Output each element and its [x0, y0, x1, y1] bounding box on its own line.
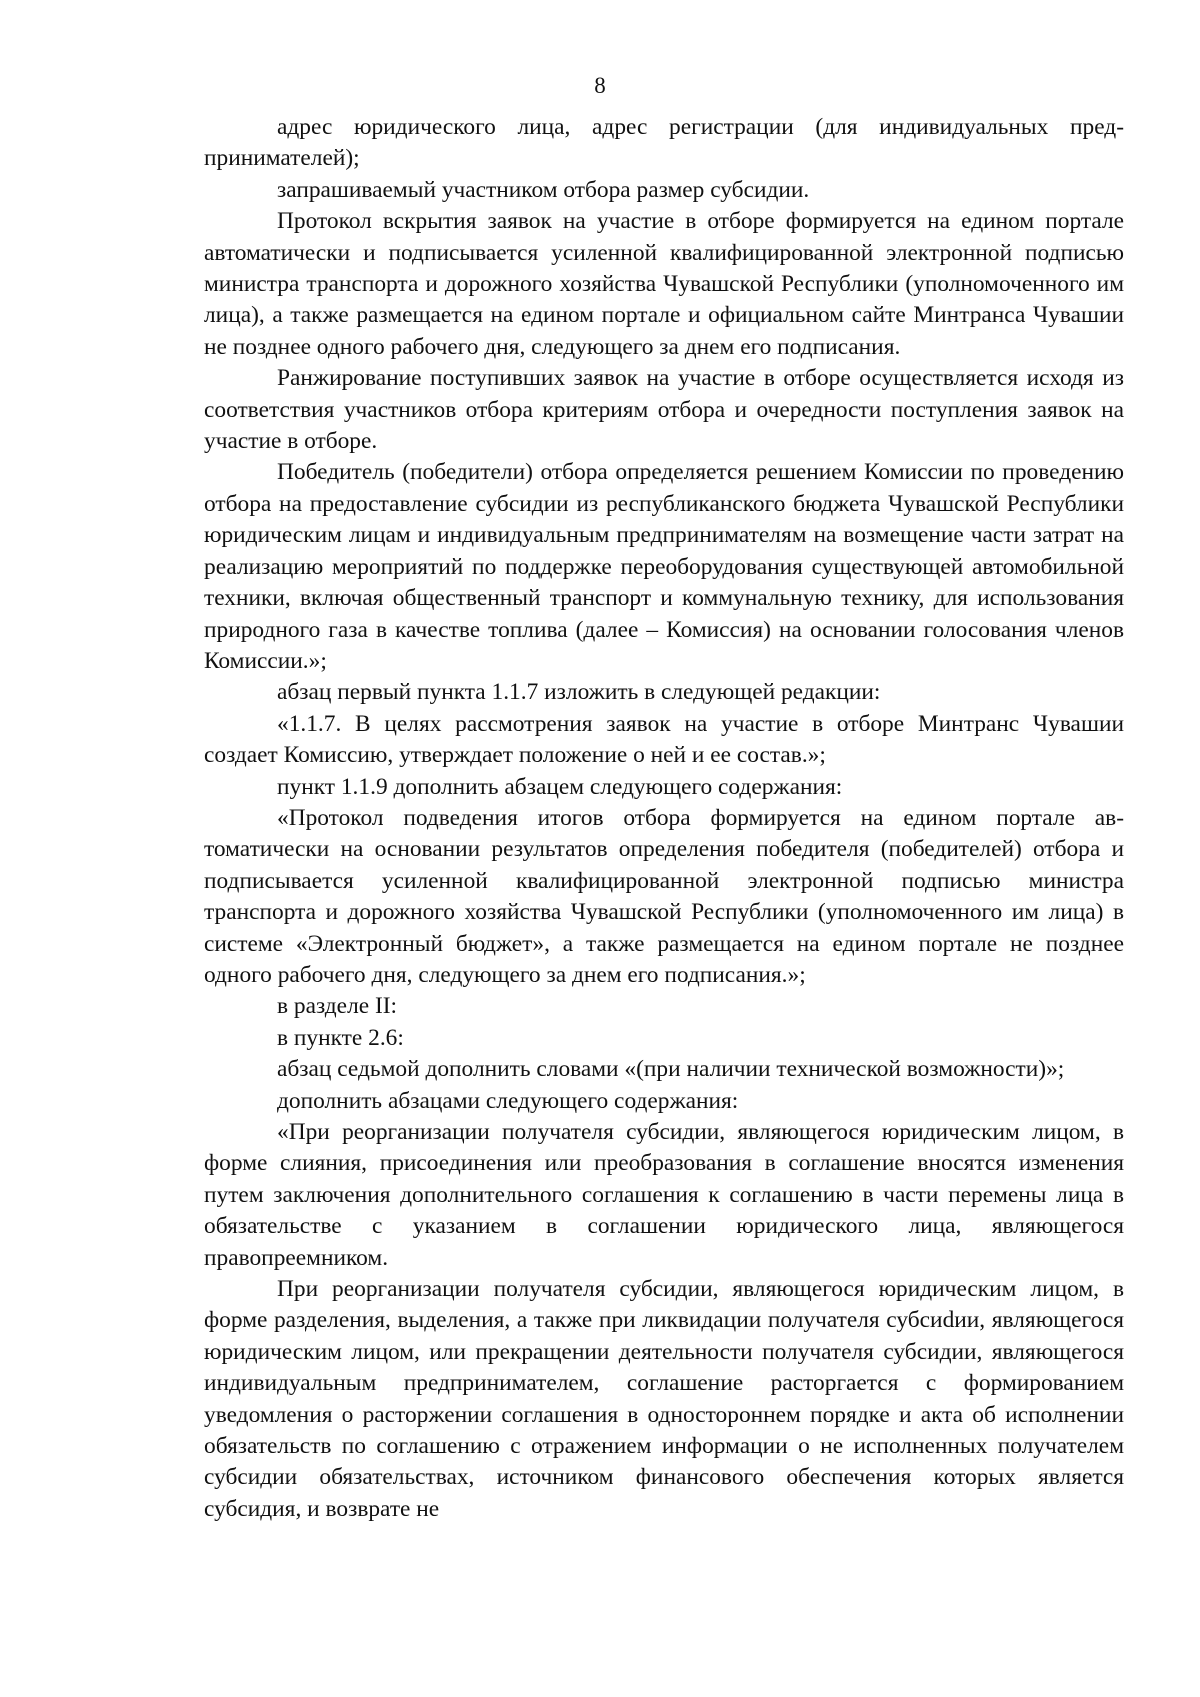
page-number: 8 [594, 73, 606, 98]
paragraph-reorganization-division: При реорганизации получателя субсидии, являющегося юридическим лицом, в форме разделения, выделения, а также при ликвидации получателя субсиdии, являющегося юридическим лицом, или прекращении деятельности получателя субсидии, являющегося индивидуальным предпринимателем, соглашение расторгается с формированием уведомления о расторжении соглашения в одностороннем порядке и акта об исполнении обязательств по соглашению с отражением информации о не исполненных получателем субсидии обязательствах, источником финансового обеспечения которых является субсидия, и возврате не [204, 1276, 1124, 1522]
paragraph-seventh-addition: абзац седьмой дополнить словами «(при наличии технической возможности)»; [277, 1056, 1065, 1083]
paragraph-item-1-1-7-intro: абзац первый пункта 1.1.7 изложить в следующей редакции: [277, 679, 881, 706]
paragraph-reorganization-merger: «При реорганизации получателя субсидии, являющегося юридическим лицом, в форме слияния, присоединения или преобразования в соглашение вносятся изменения путем заключения дополнительного соглашения к соглашению в части перемены лица в обязательстве с указанием в соглашении юридического лица, являющегося правопреемником. [204, 1119, 1124, 1271]
document-body [204, 112, 1124, 1525]
paragraph-requested-subsidy: запрашиваемый участником отбора размер субсидии. [277, 176, 810, 203]
paragraph-section-2: в разделе II: [277, 993, 398, 1020]
paragraph-ranking: Ранжирование поступивших заявок на участие в отборе осуществляется исходя из соответствия участников отбора критериям отбора и очередности поступления заявок на участие в отборе. [204, 365, 1124, 455]
paragraph-item-1-1-7: «1.1.7. В целях рассмотрения заявок на участие в отборе Минтранс Чувашии создает Комиссию, утверждает положение о ней и ее состав.»; [204, 710, 1124, 769]
paragraph-address: адрес юридического лица, адрес регистрации (для индивидуальных предпринимателей); [204, 114, 1124, 172]
paragraph-results-protocol: «Протокол подведения итогов отбора формируется на едином портале автоматически на основании результатов определения победителя (победителей) отбора и подписывается усиленной квалифицированной электронной подписью министра транспорта и дорожного хозяйства Чувашской Республики (уполномоченного им лица) в системе «Электронный бюджет», а также размещается на едином портале не позднее одного рабочего дня, следующего за днем его подписания.»; [204, 804, 1124, 988]
paragraph-add-paragraphs: дополнить абзацами следующего содержания: [277, 1087, 739, 1114]
paragraph-opening-protocol: Протокол вскрытия заявок на участие в отборе формируется на едином портале автоматически и подписывается усиленной квалифицированной электронной подписью министра транспорта и дорожного хозяйства Чувашской Республики (уполномоченного им лица), а также размещается на едином портале и официальном сайте Минтранса Чувашии не позднее одного рабочего дня, следующего за днем его подписания. [204, 208, 1124, 360]
paragraph-winner: Победитель (победители) отбора определяется решением Комиссии по проведению отбора на предоставление субсидии из республиканского бюджета Чувашской Республики юридическим лицам и индивидуальным предпринимателям на возмещение части затрат на реализацию мероприятий по поддержке переоборудования существующей автомобильной техники, включая общественный транспорт и коммунальную технику, для использования природного газа в качестве топлива (далее – Комиссия) на основании голосования членов Комиссии.»; [204, 459, 1124, 674]
paragraph-item-2-6: в пункте 2.6: [277, 1024, 404, 1051]
paragraph-item-1-1-9-intro: пункт 1.1.9 дополнить абзацем следующего содержания: [277, 773, 843, 800]
